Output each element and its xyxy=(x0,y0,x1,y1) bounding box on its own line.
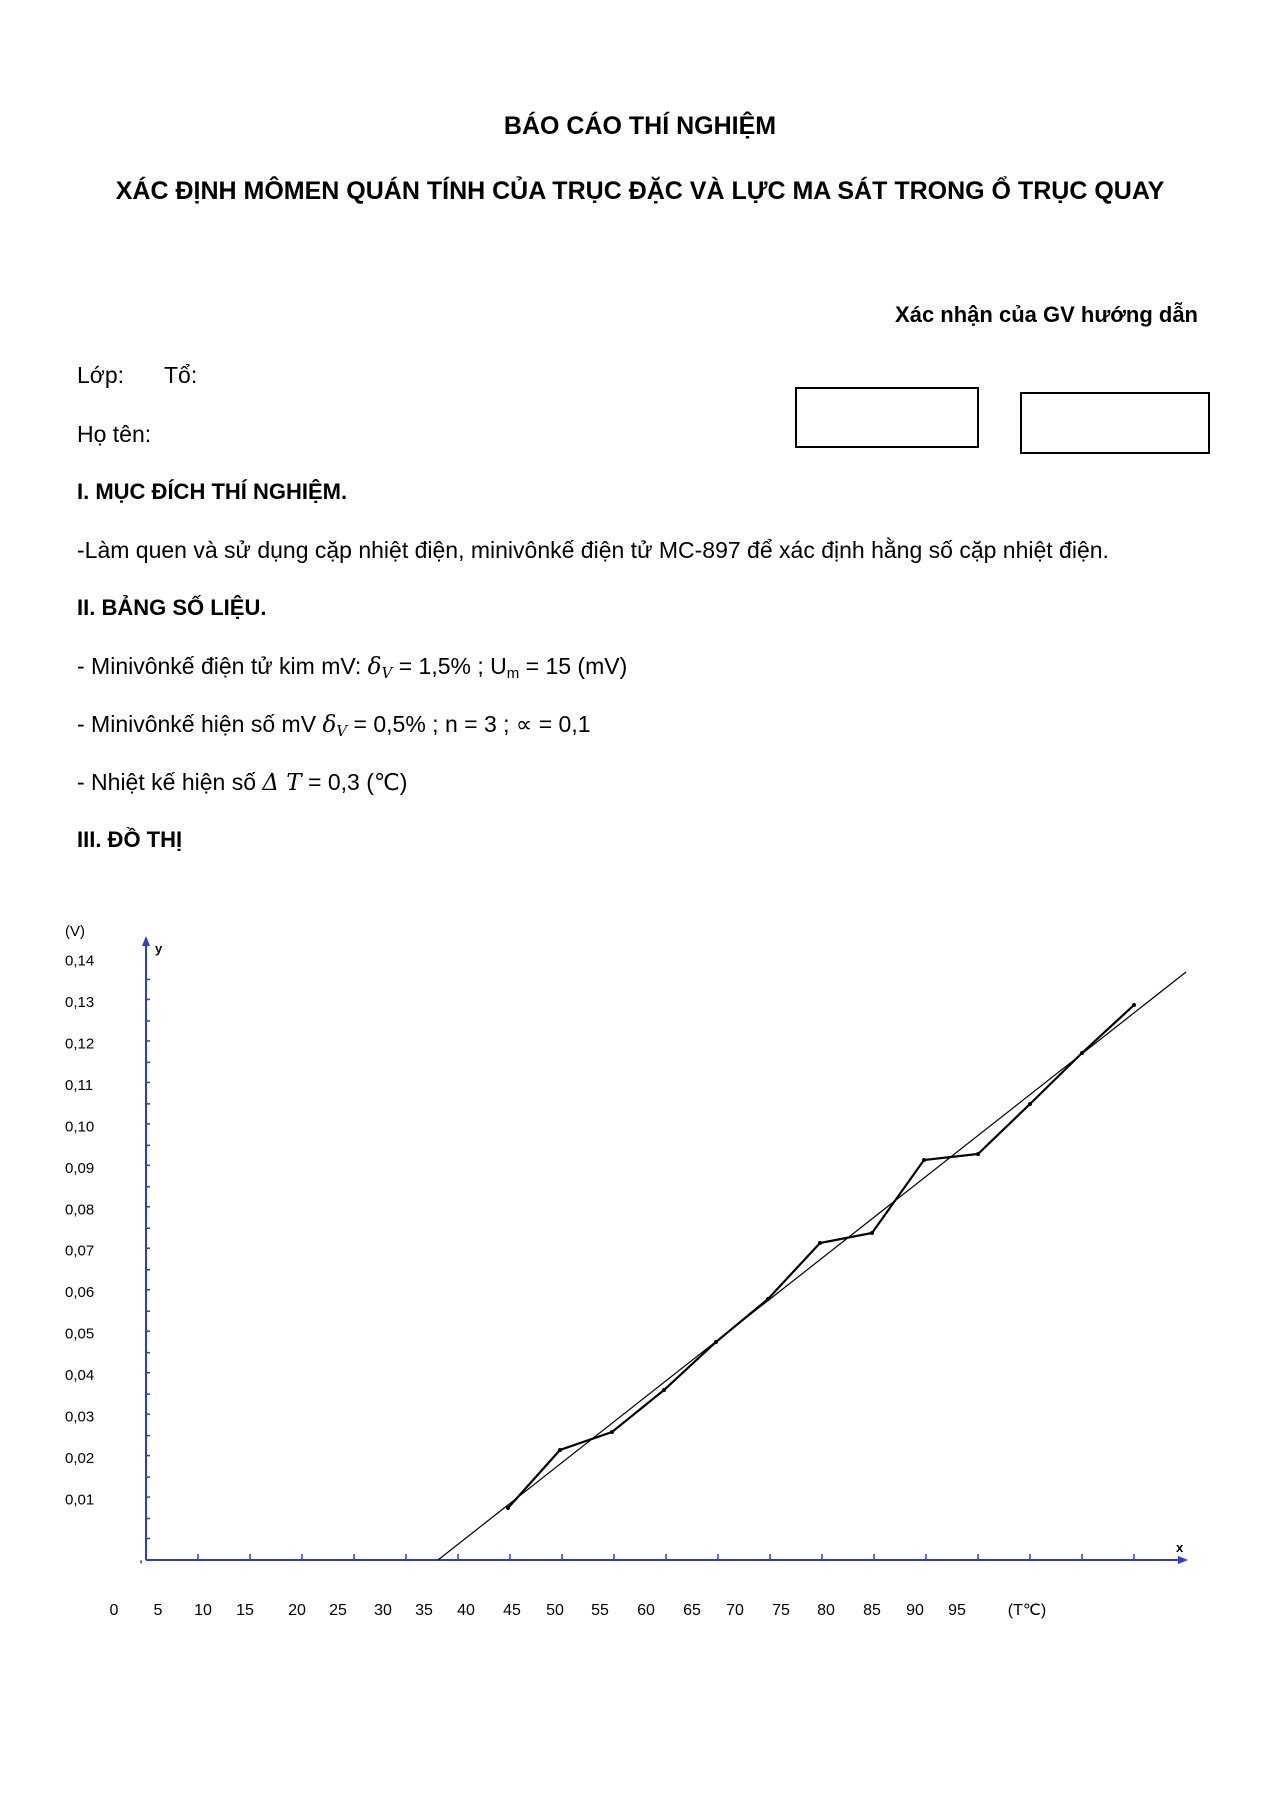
x-tick-label: 85 xyxy=(863,1602,881,1619)
x-tick-label: (T℃) xyxy=(1007,1602,1047,1619)
delta-t-symbol: Δ T xyxy=(262,770,302,796)
class-label: Lớp: xyxy=(77,362,125,388)
section-2-heading: II. BẢNG SỐ LIỆU. xyxy=(77,595,267,620)
line2-rest: = 0,5% ; n = 3 ; ∝ = 0,1 xyxy=(347,711,591,737)
x-tick-label: 70 xyxy=(726,1602,744,1619)
x-tick-label: 65 xyxy=(683,1602,701,1619)
x-tick-label: 10 xyxy=(194,1602,212,1619)
line1-rest: = 1,5% ; U xyxy=(392,653,507,679)
x-tick-label: 35 xyxy=(415,1602,433,1619)
report-subtitle: XÁC ĐỊNH MÔMEN QUÁN TÍNH CỦA TRỤC ĐẶC VÀ LỰC MA SÁT TRONG Ổ TRỤC QUAY xyxy=(115,177,1165,205)
line1-prefix: - Minivônkế điện tử kim mV: xyxy=(77,653,368,679)
y-tick-label: 0,01 xyxy=(65,1491,95,1509)
y-tick-label: 0,07 xyxy=(65,1242,95,1260)
x-tick-label: 30 xyxy=(374,1602,392,1619)
x-tick-label: 75 xyxy=(772,1602,790,1619)
x-tick-label: 20 xyxy=(288,1602,306,1619)
x-tick-label: 90 xyxy=(906,1602,924,1619)
section-1-heading: I. MỤC ĐÍCH THÍ NGHIỆM. xyxy=(77,479,348,504)
group-label: Tổ: xyxy=(164,362,198,388)
y-tick-label: 0,14 xyxy=(65,952,95,970)
supervisor-confirmation-label: Xác nhận của GV hướng dẫn xyxy=(895,302,1198,327)
data-line-digital-voltmeter xyxy=(77,711,591,740)
x-tick-label: 80 xyxy=(817,1602,835,1619)
report-title: BÁO CÁO THÍ NGHIỆM xyxy=(503,112,777,140)
y-tick-label: 0,04 xyxy=(65,1367,95,1385)
chart-series xyxy=(438,972,1186,1560)
delta-subscript: V xyxy=(336,722,348,740)
y-tick-label: 0,13 xyxy=(65,993,95,1011)
chart-labels xyxy=(65,923,1184,1565)
x-tick-label: 40 xyxy=(457,1602,475,1619)
origin-mark: , xyxy=(139,1549,143,1565)
y-axis-unit: (V) xyxy=(65,923,85,940)
x-tick-label: 50 xyxy=(546,1602,564,1619)
delta-symbol: δ xyxy=(322,712,337,738)
x-tick-label: 15 xyxy=(236,1602,254,1619)
y-tick-label: 0,02 xyxy=(65,1450,95,1468)
signature-box xyxy=(795,387,979,448)
line1-end: = 15 (mV) xyxy=(519,653,628,679)
x-tick-label: 45 xyxy=(503,1602,521,1619)
section-3-heading: III. ĐỒ THỊ xyxy=(77,827,183,852)
section-1-text: -Làm quen và sử dụng cặp nhiệt điện, minivônkế điện tử MC-897 để xác định hằng số cặp nhiệt điện. xyxy=(77,537,1109,563)
delta-symbol: δ xyxy=(367,654,382,680)
x-tick-label: 95 xyxy=(948,1602,966,1619)
y-ticks xyxy=(65,952,150,1538)
y-tick-label: 0,11 xyxy=(65,1076,94,1094)
x-tick-label: 60 xyxy=(637,1602,655,1619)
x-ticks xyxy=(110,1554,1134,1619)
y-tick-label: 0,06 xyxy=(65,1284,95,1302)
y-axis-arrow xyxy=(142,936,150,946)
x-axis-arrow xyxy=(1178,1556,1188,1564)
y-tick-label: 0,05 xyxy=(65,1325,95,1343)
x-axis-letter: x xyxy=(1176,1540,1184,1555)
y-tick-label: 0,03 xyxy=(65,1408,95,1426)
y-tick-label: 0,08 xyxy=(65,1201,95,1219)
y-tick-label: 0,09 xyxy=(65,1159,95,1177)
x-tick-label: 0 xyxy=(109,1602,119,1619)
line2-prefix: - Minivônkế hiện số mV xyxy=(77,711,323,737)
y-tick-label: 0,12 xyxy=(65,1035,95,1053)
line3-prefix: - Nhiệt kế hiện số xyxy=(77,769,263,795)
data-line-thermometer xyxy=(77,769,407,796)
delta-subscript: V xyxy=(381,664,393,682)
x-tick-label: 55 xyxy=(591,1602,609,1619)
um-subscript: m xyxy=(506,665,520,682)
y-tick-label: 0,10 xyxy=(65,1118,95,1136)
grade-box xyxy=(1020,392,1210,454)
thermocouple-chart xyxy=(0,900,1280,1640)
x-tick-label: 25 xyxy=(329,1602,347,1619)
line3-rest: = 0,3 (℃) xyxy=(301,769,408,795)
chart-axes xyxy=(142,936,1188,1564)
name-label: Họ tên: xyxy=(77,421,152,447)
data-line-analog-voltmeter xyxy=(77,653,627,682)
measured-series-line xyxy=(508,1005,1134,1508)
x-tick-label: 5 xyxy=(153,1602,163,1619)
fit-line xyxy=(438,972,1186,1560)
y-axis-letter: y xyxy=(155,941,163,956)
